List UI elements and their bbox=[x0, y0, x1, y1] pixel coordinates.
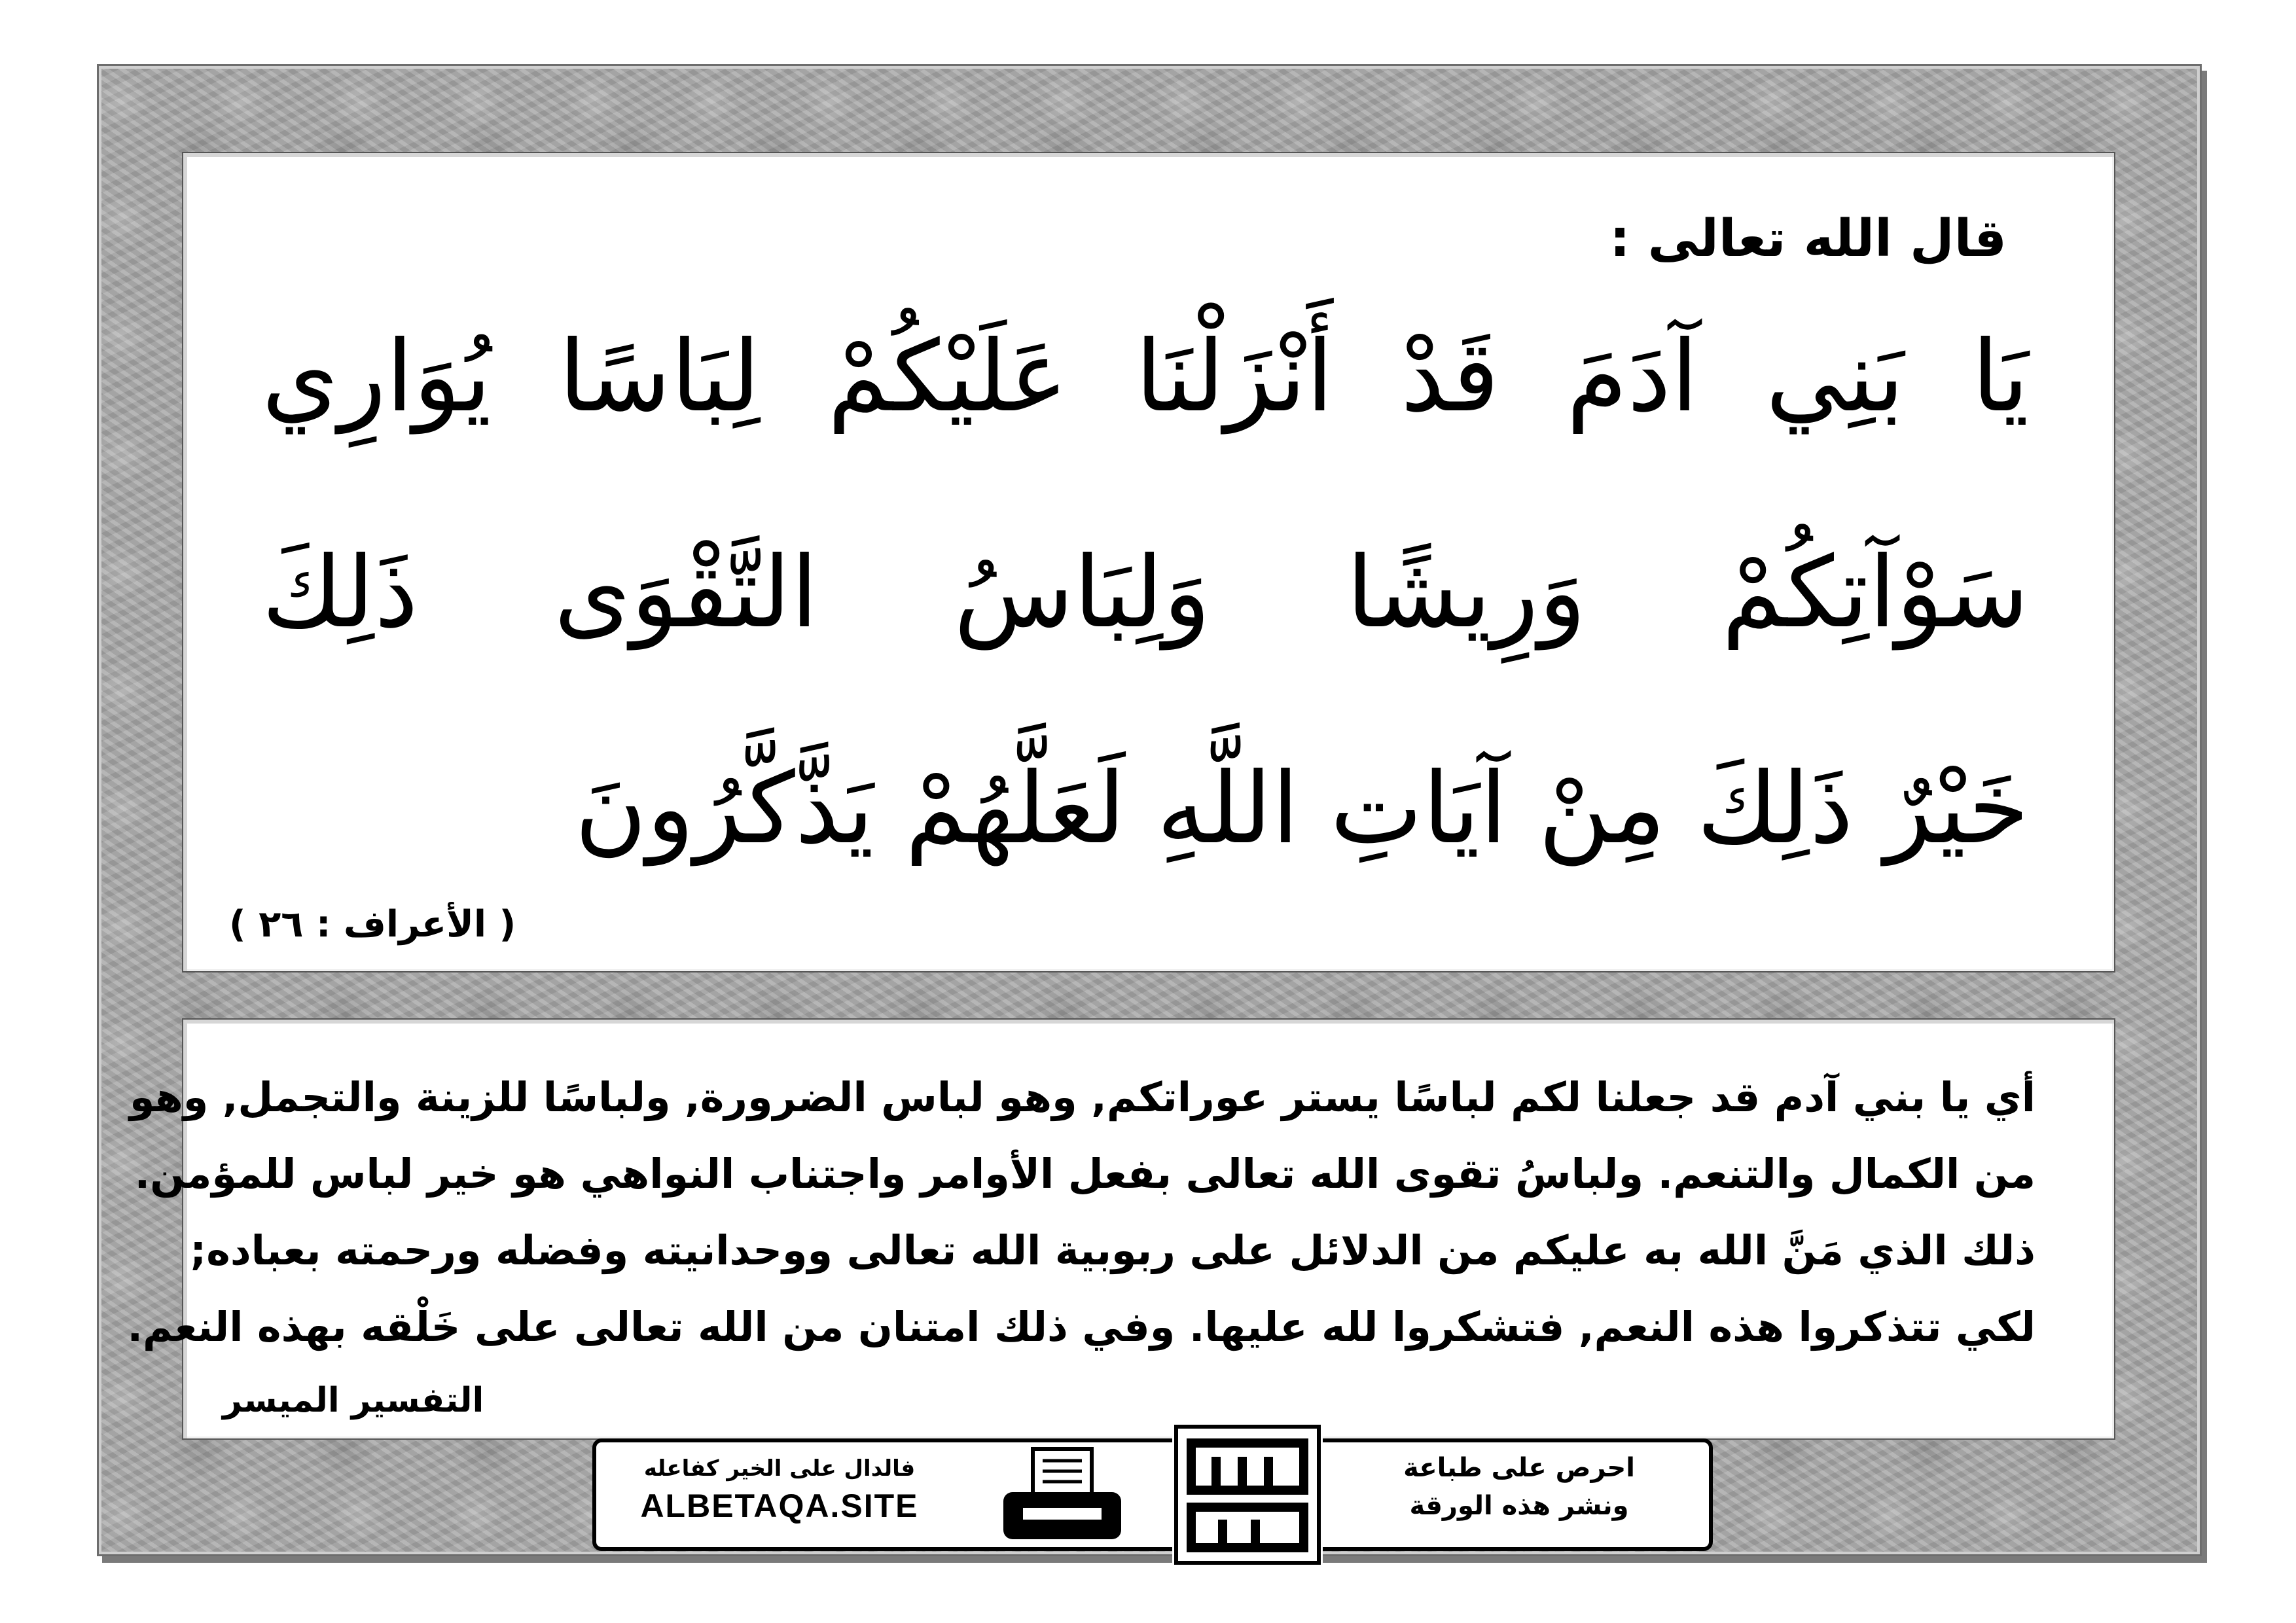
footer-site-link[interactable]: ALBETAQA.SITE bbox=[640, 1488, 919, 1524]
verse-intro: قال الله تعالى : bbox=[1609, 209, 2007, 268]
dawah-logo-icon bbox=[1172, 1423, 1323, 1567]
footer-bar bbox=[592, 1438, 1713, 1551]
tafsir-source: التفسير الميسر bbox=[223, 1381, 484, 1420]
footer-call-to-action bbox=[1342, 1449, 1696, 1541]
footer-cta-line-2: ونشر هذه الورقة bbox=[1409, 1491, 1629, 1521]
verse-line-3: خَيْرٌ ذَلِكَ مِنْ آيَاتِ اللَّهِ لَعَلَّهُمْ يَذَّكَّرُونَ bbox=[574, 752, 2029, 866]
footer-cta-line-1: احرص على طباعة bbox=[1403, 1453, 1635, 1483]
footer-slogan: فالدال على الخير كفاعله bbox=[643, 1455, 916, 1482]
tafsir-line-4: لكي تتذكروا هذه النعم, فتشكروا لله عليها. وفي ذلك امتنان من الله تعالى على خَلْقه بهذه النعم. bbox=[127, 1303, 2036, 1351]
tafsir-line-3: ذلك الذي مَنَّ الله به عليكم من الدلائل على ربوبية الله تعالى ووحدانيته وفضله ورحمته بعباده; bbox=[190, 1226, 2036, 1274]
verse-reference: ( الأعراف : ٢٦ ) bbox=[229, 903, 516, 946]
tafsir-line-2: من الكمال والتنعم. ولباسُ تقوى الله تعالى بفعل الأوامر واجتناب النواهي هو خير لباس للمؤمن. bbox=[134, 1150, 2036, 1198]
tafsir-line-1: أي يا بني آدم قد جعلنا لكم لباسًا يستر عوراتكم, وهو لباس الضرورة, ولباسًا للزينة والتجمل, وهو bbox=[129, 1073, 2036, 1121]
footer-site-block bbox=[609, 1449, 950, 1541]
verse-line-2: سَوْآتِكُمْ وَرِيشًا وَلِبَاسُ التَّقْوَى ذَلِكَ bbox=[262, 536, 2029, 650]
printer-icon bbox=[997, 1445, 1128, 1543]
verse-line-1: يَا بَنِي آدَمَ قَدْ أَنْزَلْنَا عَلَيْكُمْ لِبَاسًا يُوَارِي bbox=[262, 320, 2029, 434]
